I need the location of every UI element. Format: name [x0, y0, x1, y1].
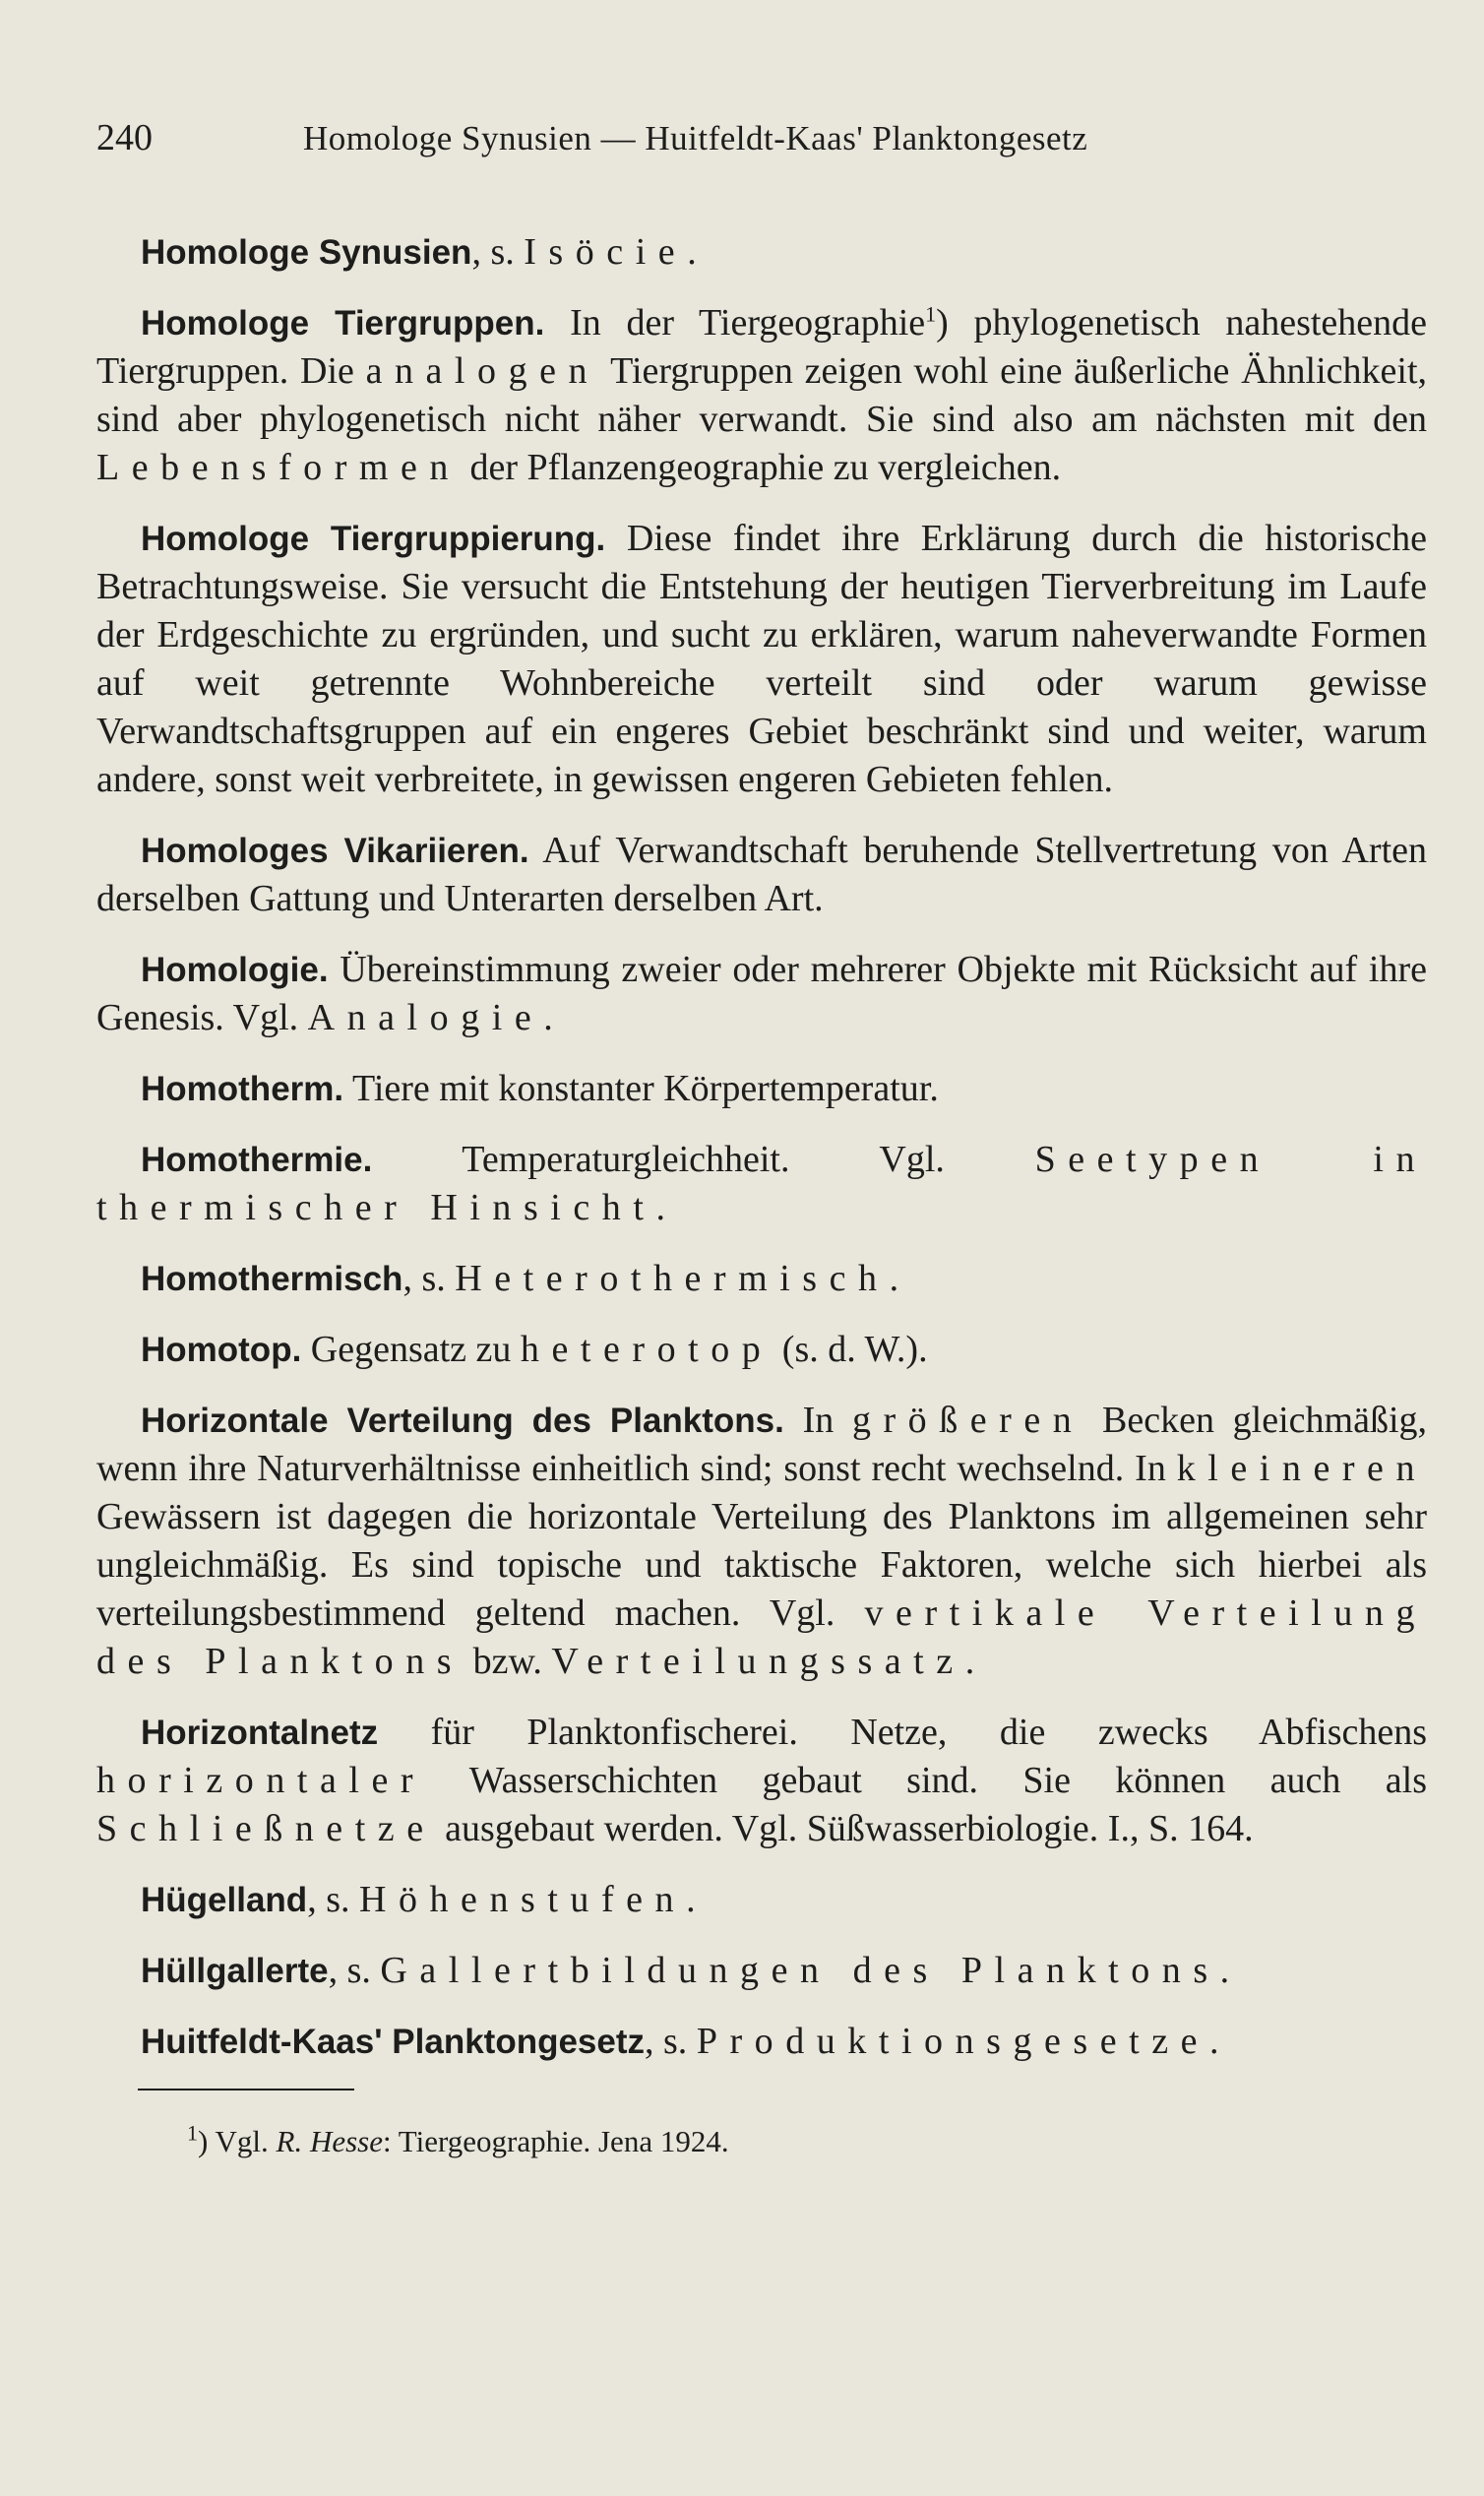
lemma: Homologe Synusien [141, 233, 472, 272]
lemma: Homologe Tiergruppierung. [141, 520, 606, 558]
lemma: Hügelland [141, 1881, 308, 1919]
lemma: Hüllgallerte [141, 1952, 329, 1990]
emphasis: Schließnetze [96, 1808, 436, 1849]
emphasis: horizontaler [96, 1760, 426, 1801]
cross-reference: Höhenstufen [358, 1879, 687, 1920]
lemma: Homothermie. [141, 1141, 373, 1179]
lemma: Homologie. [141, 951, 329, 989]
lemma: Homotherm. [141, 1070, 344, 1108]
entry-homotherm: Homotherm. Tiere mit konstanter Körpertemperatur. [141, 1068, 939, 1109]
lemma: Horizontale Verteilung des Planktons. [141, 1402, 784, 1440]
author-name: R. Hesse [276, 2124, 383, 2158]
cross-reference: Verteilungssatz [551, 1641, 965, 1682]
lemma: Homotop. [141, 1331, 302, 1369]
emphasis: kleineren [1176, 1448, 1427, 1489]
entry-homologe-tiergruppen: Homologe Tiergruppen. In der Tiergeographie$^1$) phylogenetisch nahestehende Tiergruppen. Die analogen Tiergruppen zeigen wohl eine äußerliche Ähnlichkeit, sind aber phylogenetisch nicht näher verwandt. Sie sind also am nächsten mit den Lebensformen der Pflanzengeographie zu vergleichen. [96, 301, 1428, 488]
emphasis: Lebensformen [96, 447, 461, 488]
cross-reference: Seetypen in thermischer Hinsicht [96, 1139, 1427, 1228]
emphasis: größeren [851, 1400, 1084, 1441]
footnote-marker: 1 [187, 2120, 198, 2146]
entry-horizontalnetz: Horizontalnetz für Planktonfischerei. Netze, die zwecks Abfischens horizontaler Wasserschichten gebaut sind. Sie können auch als Schließnetze ausgebaut werden. Vgl. Süßwasserbiologie. I., S. 164. [96, 1712, 1427, 1849]
lemma: Homologe Tiergruppen. [141, 304, 545, 343]
entry-homologe-tiergruppierung: Homologe Tiergruppierung. Diese findet ihre Erklärung durch die historische Betrachtungsweise. Sie versucht die Entstehung der heutigen Tierverbreitung im Laufe der Erdgeschichte zu ergründen, und sucht zu erklären, warum naheverwandte Formen auf weit getrennte Wohnbereiche verteilt sind oder warum gewisse Verwandtschaftsgruppen auf ein engeres Gebiet beschränkt sind und weiter, warum andere, sonst weit verbreitete, in gewissen engeren Gebieten fehlen. [96, 518, 1427, 800]
cross-reference: Produktionsgesetze [696, 2021, 1210, 2062]
lemma: Homothermisch [141, 1260, 403, 1298]
lemma: Horizontalnetz [141, 1714, 379, 1752]
footnote: $^1$) Vgl. R. Hesse: Tiergeographie. Jena 1924. [187, 2120, 729, 2158]
footnote-divider [138, 2089, 354, 2090]
cross-reference: Analogie [307, 997, 544, 1038]
cross-reference: vertikale Verteilung des Planktons [96, 1592, 1427, 1682]
cross-reference: Heterothermisch [455, 1258, 890, 1299]
cross-reference: Gallertbildungen des Planktons [380, 1950, 1220, 1991]
entry-horizontale-verteilung: Horizontale Verteilung des Planktons. In größeren Becken gleichmäßig, wenn ihre Naturverhältnisse einheitlich sind; sonst recht wechselnd. In kleineren Gewässern ist dagegen die horizontale Verteilung des Planktons im allgemeinen sehr ungleichmäßig. Es sind topische und taktische Faktoren, welche sich hierbei als verteilungsbestimmend geltend machen. Vgl. vertikale Verteilung des Planktons bzw. Verteilungssatz. [96, 1400, 1427, 1682]
entry-huegelland: Hügelland, s. Höhenstufen. [141, 1879, 696, 1920]
entry-homothermisch: Homothermisch, s. Heterothermisch. [141, 1258, 899, 1299]
cross-reference: heterotop [520, 1329, 773, 1370]
entry-homologe-synusien: Homologe Synusien, s. Isöcie. [141, 231, 697, 273]
entry-homotop: Homotop. Gegensatz zu heterotop (s. d. W.). [141, 1329, 928, 1370]
footnote-marker: 1 [925, 301, 937, 327]
running-head [96, 116, 1427, 185]
entry-huellgallerte: Hüllgallerte, s. Gallertbildungen des Planktons. [141, 1950, 1230, 1991]
entry-homologes-vikariieren: Homologes Vikariieren. Auf Verwandtschaft beruhende Stellvertretung von Arten derselben Gattung und Unterarten derselben Art. [96, 830, 1427, 919]
lemma: Huitfeldt-Kaas' Planktongesetz [141, 2023, 646, 2061]
page-number: 240 [96, 117, 153, 158]
cross-reference: Isöcie [524, 231, 688, 273]
entry-huitfeldt-kaas: Huitfeldt-Kaas' Planktongesetz, s. Produktionsgesetze. [141, 2021, 1219, 2062]
lemma: Homologes Vikariieren. [141, 832, 529, 870]
running-title: Homologe Synusien — Huitfeldt-Kaas' Planktongesetz [303, 119, 1088, 157]
entry-homologie: Homologie. Übereinstimmung zweier oder mehrerer Objekte mit Rücksicht auf ihre Genesis. Vgl. Analogie. [96, 949, 1427, 1038]
entry-homothermie: Homothermie. Temperaturgleichheit. Vgl. Seetypen in thermischer Hinsicht. [96, 1139, 1427, 1228]
emphasis: analogen [365, 350, 600, 392]
